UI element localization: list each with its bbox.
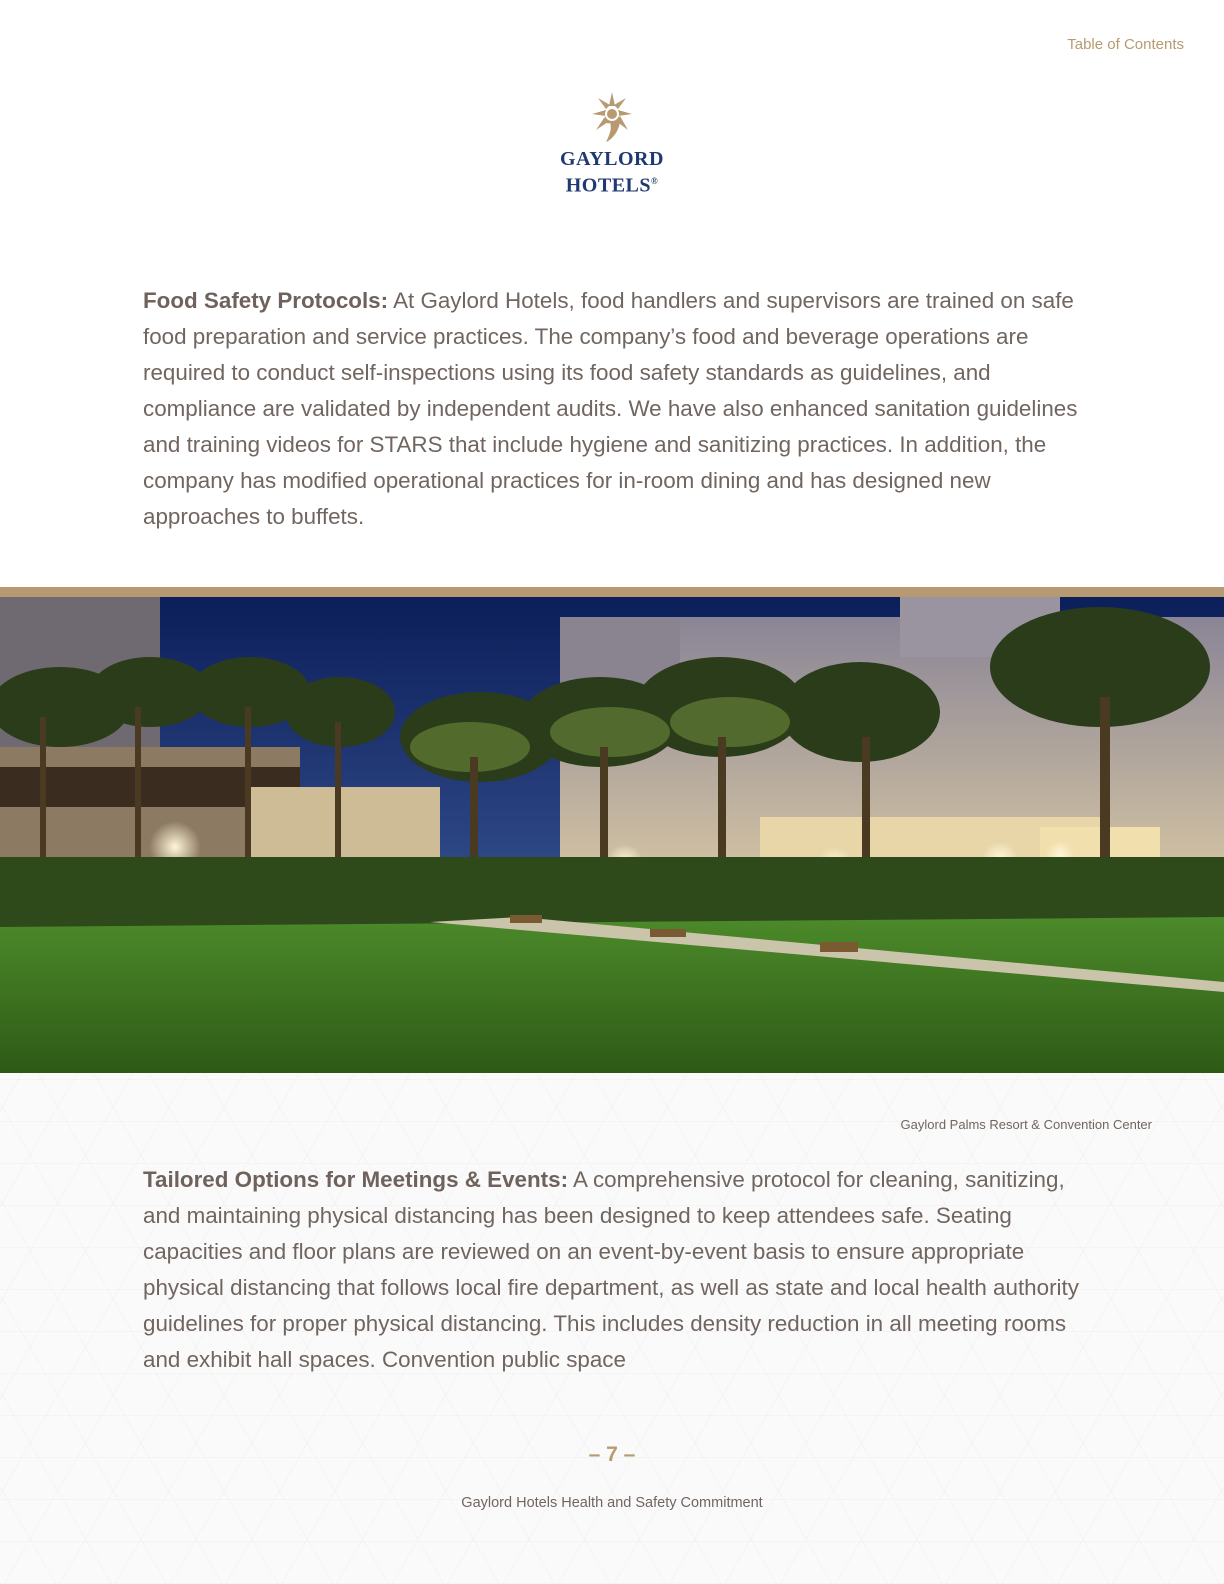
food-safety-heading: Food Safety Protocols: — [143, 288, 389, 313]
food-safety-body: At Gaylord Hotels, food handlers and supervisors are trained on safe food preparation and service practices. The company’s food and beverage operations are required to conduct self-inspections using its food safety standards as guidelines, and compliance are validated by independent audits. We have also enhanced sanitation guidelines and training videos for STARS that include hygiene and sanitizing practices. In addition, the company has modified operational practices for in-room dining and has designed new approaches to buffets. — [143, 288, 1078, 529]
logo-wordmark-line2: HOTELS® — [565, 174, 659, 197]
footer-document-title: Gaylord Hotels Health and Safety Commitment — [461, 1495, 763, 1511]
meetings-events-heading: Tailored Options for Meetings & Events: — [143, 1167, 569, 1192]
food-safety-paragraph — [143, 283, 1083, 535]
logo-wordmark-line1: GAYLORD — [560, 148, 664, 170]
page-number: – 7 – — [588, 1443, 636, 1466]
photo-caption: Gaylord Palms Resort & Convention Center — [900, 1117, 1152, 1132]
sun-starburst-icon — [590, 90, 634, 144]
gold-divider-bar — [0, 587, 1224, 597]
table-of-contents-link[interactable]: Table of Contents — [1067, 36, 1184, 53]
meetings-events-body: A comprehensive protocol for cleaning, sanitizing, and maintaining physical distancing has been designed to keep attendees safe. Seating capacities and floor plans are reviewed on an event-by-event basis to ensure appropriate physical distancing that follows local fire department, as well as state and local health authority guidelines for proper physical distancing. This includes density reduction in all meeting rooms and exhibit hall spaces. Convention public space — [143, 1167, 1079, 1372]
resort-courtyard-photo — [0, 597, 1224, 1073]
registered-mark: ® — [651, 176, 659, 186]
meetings-events-paragraph — [143, 1162, 1083, 1378]
gaylord-hotels-logo — [0, 90, 1224, 197]
